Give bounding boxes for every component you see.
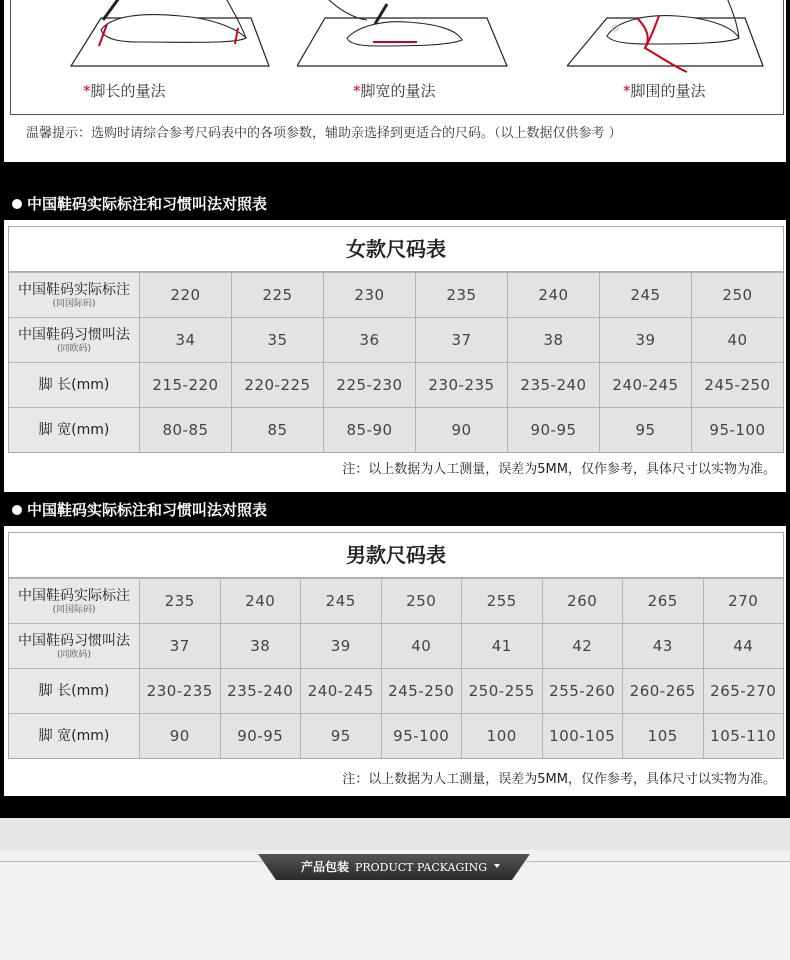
table-cell: 42: [543, 624, 624, 668]
row-header: [9, 273, 140, 317]
table-cell: 38: [508, 318, 600, 362]
table-cell: 245: [301, 579, 382, 623]
table-cell: 220: [140, 273, 232, 317]
caption-star: *: [623, 82, 631, 100]
row-header: [9, 669, 140, 713]
row-sublabel: (同国际码): [52, 299, 96, 309]
caption-foot-circumference: [623, 80, 706, 101]
table-cell: 100: [462, 714, 543, 758]
row-label: 脚 宽(mm): [38, 422, 110, 438]
row-label: 脚 长(mm): [38, 377, 110, 393]
measurement-guide: [0, 0, 790, 162]
table-cell: 250-255: [462, 669, 543, 713]
table-row: [9, 578, 783, 623]
table-cell: 85: [232, 408, 324, 452]
tip-text: 温馨提示：选购时请综合参考尺码表中的各项参数，辅助亲选择到更适合的尺码。（以上数据仅供参考 ）: [26, 126, 622, 141]
table-cell: 95-100: [692, 408, 783, 452]
table-cell: 41: [462, 624, 543, 668]
table-cell: 90: [416, 408, 508, 452]
table-cell: 35: [232, 318, 324, 362]
women-panel-inner: [4, 220, 786, 492]
table-cell: 39: [600, 318, 692, 362]
table-cell: 40: [692, 318, 783, 362]
table-row: [9, 668, 783, 713]
table-cell: 215-220: [140, 363, 232, 407]
table-cell: 105-110: [704, 714, 784, 758]
table-cell: 245-250: [382, 669, 463, 713]
table-row: [9, 272, 783, 317]
caption-foot-width: [353, 80, 436, 101]
bullet-icon: [12, 505, 22, 515]
table-cell: 235: [416, 273, 508, 317]
men-section-bar: [0, 494, 790, 526]
row-sublabel: (同欧码): [56, 344, 92, 354]
divider-left: [0, 861, 262, 862]
packaging-title-en: PRODUCT PACKAGING: [354, 861, 488, 874]
row-label: 中国鞋码实际标注: [18, 282, 130, 298]
table-cell: 235-240: [508, 363, 600, 407]
disclaimer-note: 注：以上数据为人工测量，误差为5MM，仅作参考，具体尺寸以实物为准。: [342, 462, 776, 477]
bullet-icon: [12, 199, 22, 209]
table-cell: 265-270: [704, 669, 784, 713]
foot-width-figure: [297, 0, 527, 73]
table-cell: 36: [324, 318, 416, 362]
packaging-banner: [258, 854, 530, 880]
table-title: 女款尺码表: [9, 227, 783, 272]
table-cell: 80-85: [140, 408, 232, 452]
table-cell: 85-90: [324, 408, 416, 452]
women-size-panel: [0, 220, 790, 498]
table-cell: 34: [140, 318, 232, 362]
table-cell: 43: [623, 624, 704, 668]
packaging-title: [258, 854, 530, 880]
table-row: [9, 407, 783, 452]
table-cell: 245-250: [692, 363, 783, 407]
divider-right: [526, 861, 790, 862]
table-cell: 245: [600, 273, 692, 317]
row-label: 脚 长(mm): [38, 683, 110, 699]
row-sublabel: (同国际码): [52, 605, 96, 615]
row-header: [9, 624, 140, 668]
row-header: [9, 318, 140, 362]
men-size-panel: [0, 526, 790, 802]
table-cell: 225: [232, 273, 324, 317]
measurement-figures-box: [10, 0, 784, 115]
table-cell: 230: [324, 273, 416, 317]
table-cell: 250: [382, 579, 463, 623]
men-size-table: [8, 532, 784, 759]
table-title: 男款尺码表: [9, 533, 783, 578]
row-label: 中国鞋码实际标注: [18, 588, 130, 604]
caption-star: *: [353, 82, 361, 100]
table-cell: 265: [623, 579, 704, 623]
table-row: [9, 713, 783, 758]
packaging-section: [0, 818, 790, 960]
caption-text: 脚围的量法: [630, 82, 706, 100]
section-title: 中国鞋码实际标注和习惯叫法对照表: [27, 501, 268, 519]
row-header: [9, 579, 140, 623]
table-cell: 37: [140, 624, 221, 668]
table-cell: 260: [543, 579, 624, 623]
table-cell: 240: [221, 579, 302, 623]
table-cell: 235-240: [221, 669, 302, 713]
row-label: 中国鞋码习惯叫法: [18, 633, 130, 649]
table-cell: 255: [462, 579, 543, 623]
table-cell: 39: [301, 624, 382, 668]
table-cell: 240: [508, 273, 600, 317]
women-section-bar: [0, 188, 790, 220]
table-cell: 235: [140, 579, 221, 623]
section-title: 中国鞋码实际标注和习惯叫法对照表: [27, 195, 268, 213]
row-header: [9, 363, 140, 407]
row-header: [9, 408, 140, 452]
table-cell: 250: [692, 273, 783, 317]
table-cell: 255-260: [543, 669, 624, 713]
foot-length-figure: [41, 0, 281, 73]
table-cell: 90-95: [221, 714, 302, 758]
caption-foot-length: [83, 80, 166, 101]
table-cell: 95: [600, 408, 692, 452]
row-label: 中国鞋码习惯叫法: [18, 327, 130, 343]
disclaimer-note: 注：以上数据为人工测量，误差为5MM，仅作参考，具体尺寸以实物为准。: [342, 772, 776, 787]
table-cell: 38: [221, 624, 302, 668]
table-cell: 90-95: [508, 408, 600, 452]
foot-circumference-figure: [567, 0, 787, 78]
caption-text: 脚宽的量法: [360, 82, 436, 100]
table-cell: 220-225: [232, 363, 324, 407]
table-cell: 37: [416, 318, 508, 362]
table-cell: 240-245: [600, 363, 692, 407]
women-size-table: [8, 226, 784, 453]
table-cell: 240-245: [301, 669, 382, 713]
table-cell: 225-230: [324, 363, 416, 407]
caption-star: *: [83, 82, 91, 100]
table-cell: 90: [140, 714, 221, 758]
footer-band: [0, 818, 790, 850]
table-cell: 230-235: [140, 669, 221, 713]
men-panel-inner: [4, 526, 786, 796]
table-row: [9, 317, 783, 362]
packaging-title-cn: 产品包装: [300, 860, 349, 874]
table-cell: 105: [623, 714, 704, 758]
table-cell: 230-235: [416, 363, 508, 407]
row-label: 脚 宽(mm): [38, 728, 110, 744]
row-sublabel: (同欧码): [56, 650, 92, 660]
table-row: [9, 623, 783, 668]
table-cell: 44: [704, 624, 784, 668]
table-row: [9, 362, 783, 407]
table-cell: 95: [301, 714, 382, 758]
table-cell: 95-100: [382, 714, 463, 758]
table-cell: 40: [382, 624, 463, 668]
measurement-panel: [4, 0, 786, 162]
row-header: [9, 714, 140, 758]
table-cell: 100-105: [543, 714, 624, 758]
caption-text: 脚长的量法: [90, 82, 166, 100]
table-cell: 270: [704, 579, 784, 623]
table-cell: 260-265: [623, 669, 704, 713]
